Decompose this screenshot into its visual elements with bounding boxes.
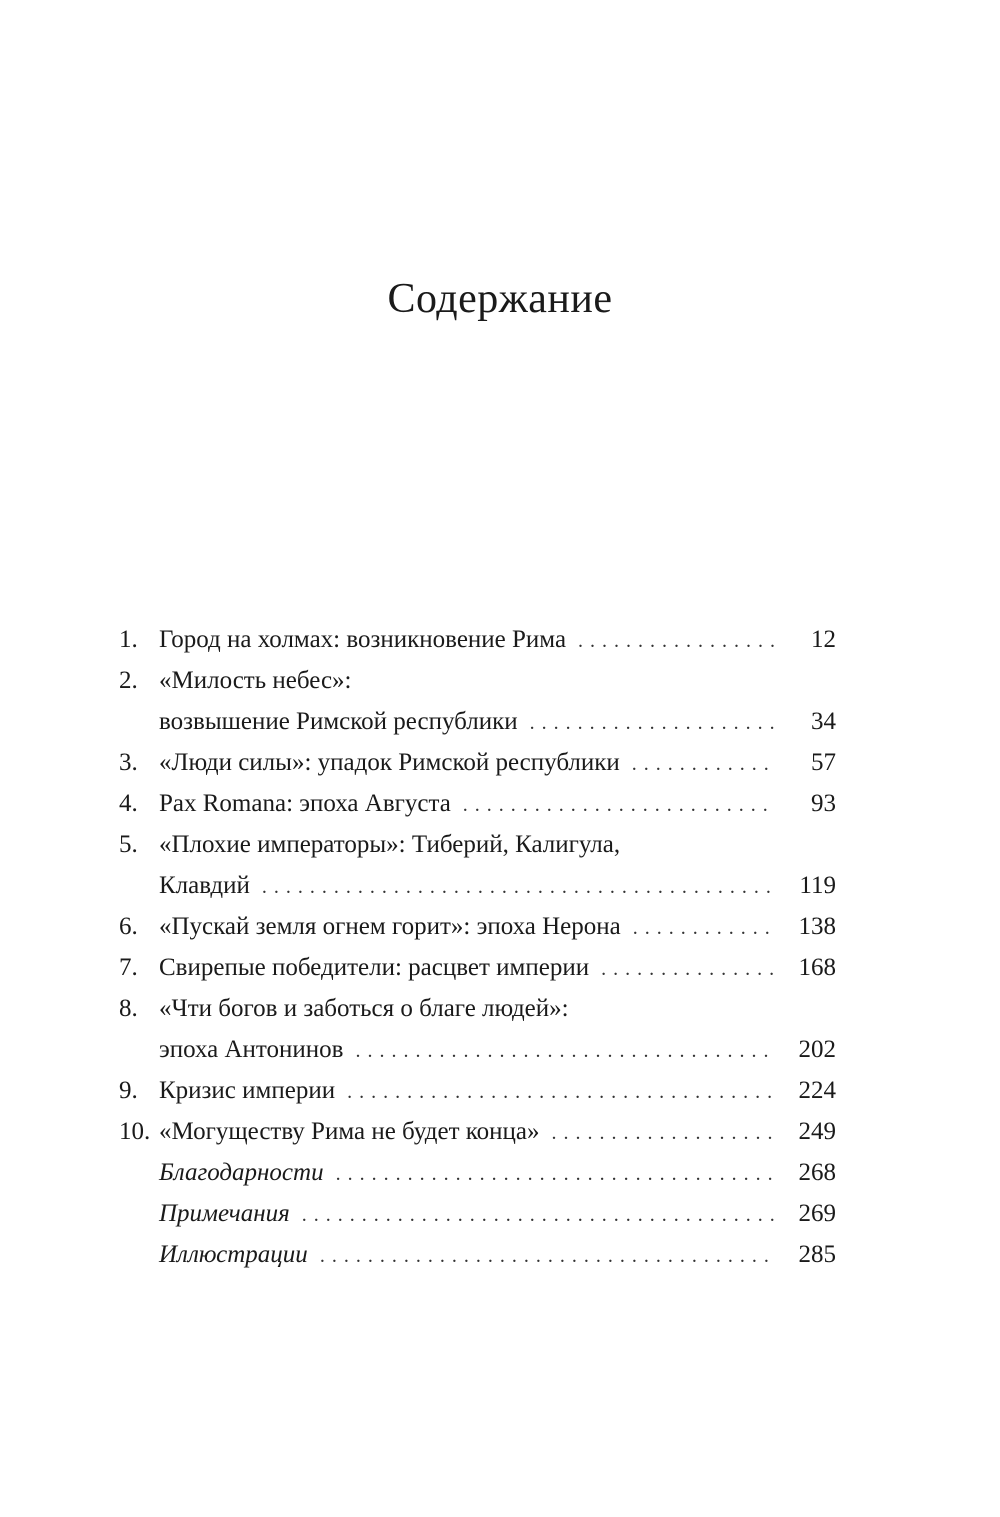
dot-leader [463, 785, 774, 825]
dot-leader [320, 1236, 774, 1276]
toc-line [119, 989, 836, 1030]
dot-leader [551, 1113, 774, 1153]
toc-entry-number: 1. [119, 626, 138, 653]
toc-page-number: 202 [798, 1036, 836, 1063]
dot-leader [633, 908, 774, 948]
toc-line [119, 948, 836, 989]
toc-entry [119, 948, 836, 989]
toc-page-number: 224 [798, 1077, 836, 1104]
dot-leader [530, 703, 774, 743]
page-title: Содержание [387, 276, 613, 322]
toc-entry-number: 2. [119, 667, 138, 694]
toc-entry-title: Иллюстрации [159, 1241, 308, 1268]
toc-line [119, 825, 836, 866]
dot-leader [601, 949, 774, 989]
toc-entry-number: 7. [119, 954, 138, 981]
dot-leader [336, 1154, 774, 1194]
toc-entry [119, 1112, 836, 1153]
toc-entry-title: «Пускай земля огнем горит»: эпоха Нерона [159, 913, 621, 940]
toc-page-number: 138 [798, 913, 836, 940]
toc-entry-title: Город на холмах: возникновение Рима [159, 626, 567, 653]
toc-page-number: 268 [798, 1159, 836, 1186]
toc-entry-title: «Милость небес»: [159, 667, 352, 694]
toc-entry-title: «Чти богов и заботься о благе людей»: [159, 995, 569, 1022]
toc-entry [119, 1071, 836, 1112]
toc-entry-title: возвышение Римской республики [159, 708, 518, 735]
dot-leader [355, 1031, 774, 1071]
toc-entry-number: 9. [119, 1077, 138, 1104]
dot-leader [302, 1195, 774, 1235]
toc-line [119, 1194, 836, 1235]
toc-entry-number: 6. [119, 913, 138, 940]
toc-entry-number: 3. [119, 749, 138, 776]
toc-page-number: 57 [811, 749, 836, 776]
toc-entry-number: 4. [119, 790, 138, 817]
toc-entry [119, 1235, 836, 1276]
toc-entry [119, 661, 836, 743]
dot-leader [347, 1072, 774, 1112]
toc-page-number: 249 [798, 1118, 836, 1145]
toc-entry [119, 825, 836, 907]
toc-line [119, 702, 836, 743]
toc-entry-number: 5. [119, 831, 138, 858]
toc-entry-title: «Люди силы»: упадок Римской республики [159, 749, 620, 776]
table-of-contents [119, 620, 836, 1276]
toc-entry [119, 989, 836, 1071]
toc-page-number: 285 [798, 1241, 836, 1268]
toc-page-number: 269 [798, 1200, 836, 1227]
toc-page-number: 93 [811, 790, 836, 817]
toc-page-number: 12 [811, 626, 836, 653]
toc-entry-number: 8. [119, 995, 138, 1022]
toc-line [119, 907, 836, 948]
toc-entry [119, 1153, 836, 1194]
toc-entry-title: «Плохие императоры»: Тиберий, Калигула, [159, 831, 621, 858]
toc-page-number: 34 [811, 708, 836, 735]
toc-line [119, 1071, 836, 1112]
toc-entry [119, 907, 836, 948]
toc-entry-title: Pax Romana: эпоха Августа [159, 790, 451, 817]
toc-line [119, 661, 836, 702]
toc-line [119, 1235, 836, 1276]
toc-entry [119, 743, 836, 784]
toc-line [119, 866, 836, 907]
toc-entry-title: Кризис империи [159, 1077, 336, 1104]
toc-entry-title: Благодарности [159, 1159, 324, 1186]
toc-entry-title: Свирепые победители: расцвет империи [159, 954, 590, 981]
toc-entry-title: эпоха Антонинов [159, 1036, 344, 1063]
dot-leader [578, 621, 774, 661]
dot-leader [262, 867, 774, 907]
toc-entry-title: Примечания [159, 1200, 290, 1227]
toc-entry-number: 10. [119, 1118, 151, 1145]
toc-entry [119, 1194, 836, 1235]
toc-entry-title: «Могуществу Рима не будет конца» [159, 1118, 540, 1145]
toc-line [119, 1030, 836, 1071]
dot-leader [632, 744, 774, 784]
toc-entry [119, 620, 836, 661]
toc-line [119, 743, 836, 784]
toc-page-number: 168 [798, 954, 836, 981]
toc-line [119, 784, 836, 825]
toc-entry-title: Клавдий [159, 872, 250, 899]
toc-line [119, 1153, 836, 1194]
toc-line [119, 620, 836, 661]
toc-page-number: 119 [799, 872, 836, 899]
toc-line [119, 1112, 836, 1153]
toc-entry [119, 784, 836, 825]
